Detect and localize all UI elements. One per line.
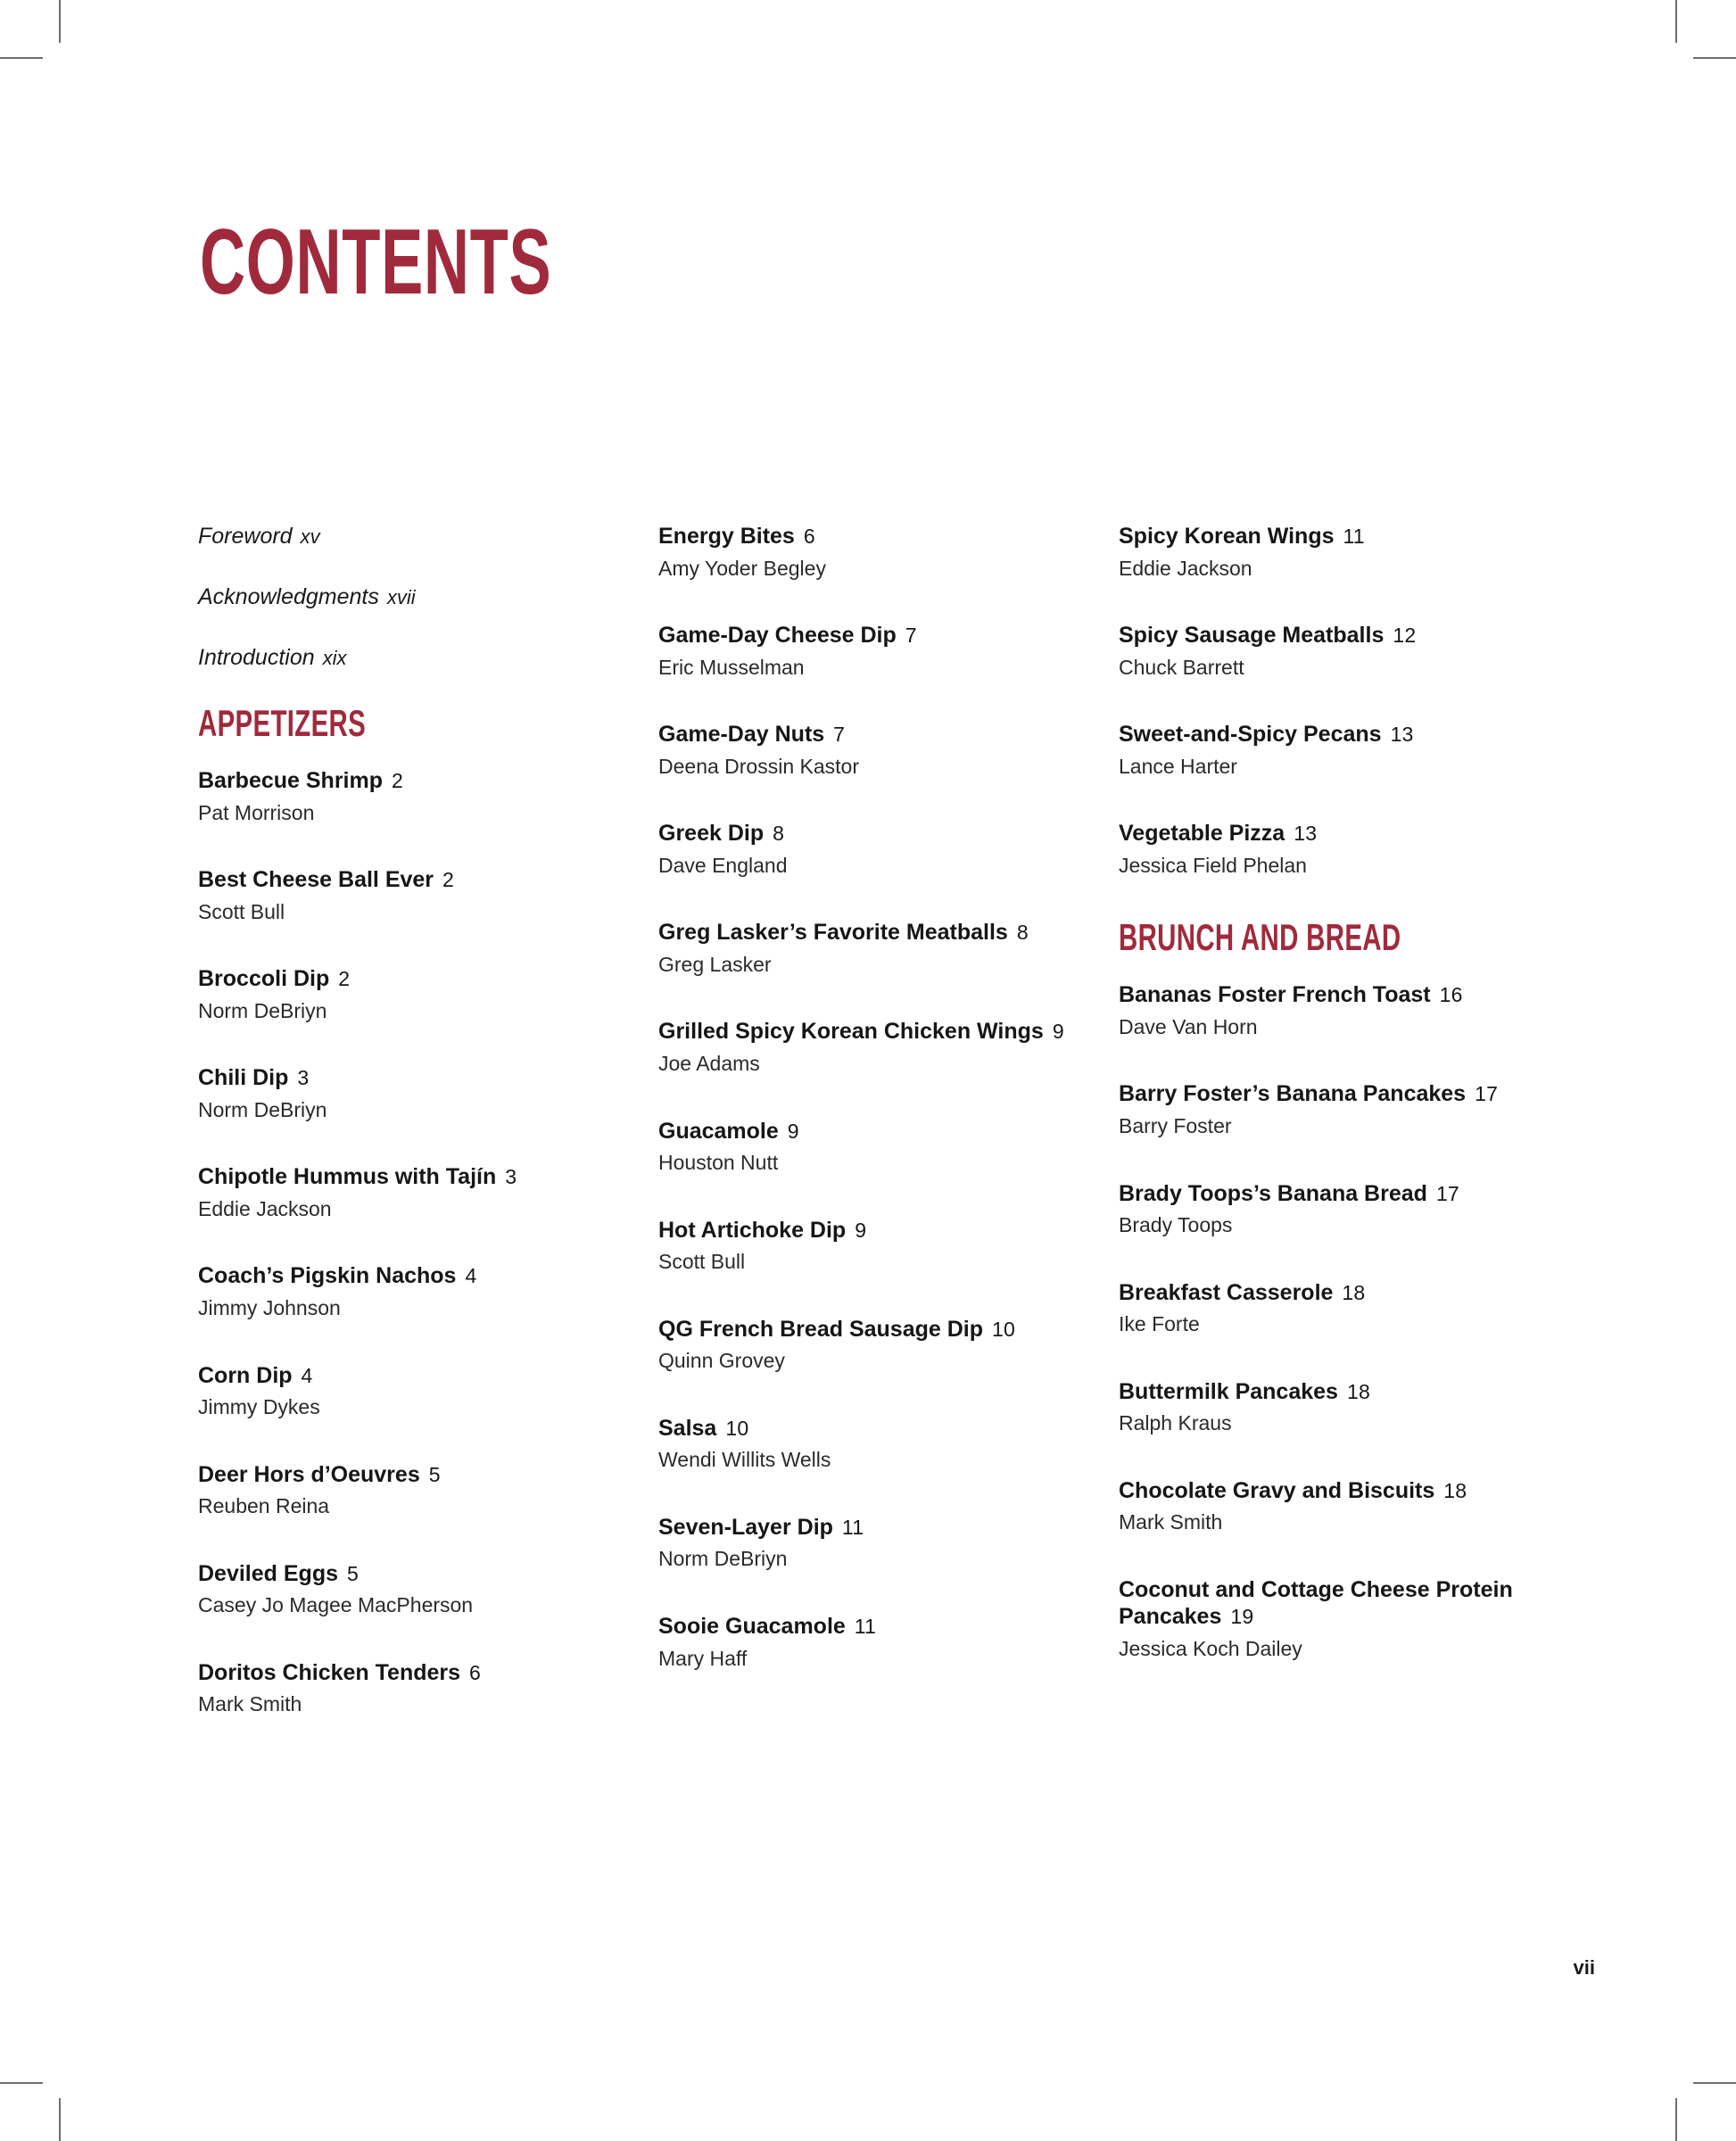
toc-entry-title-text: Sweet-and-Spicy Pecans <box>1119 722 1382 748</box>
toc-entry-author: Casey Jo Magee MacPherson <box>198 1593 474 1617</box>
toc-entry-page-number: 3 <box>505 1165 517 1189</box>
toc-entry[interactable] <box>198 767 616 825</box>
front-matter-item[interactable] <box>198 644 616 671</box>
toc-entry[interactable] <box>1119 622 1536 680</box>
toc-entry-title-text: Chipotle Hummus with Tajín <box>198 1164 497 1190</box>
toc-entry-title <box>1119 721 1536 748</box>
toc-entry-title-text: Sooie Guacamole <box>658 1614 846 1640</box>
toc-entry-title-text: Grilled Spicy Korean Chicken Wings <box>658 1019 1044 1045</box>
toc-entry-title <box>658 1018 1076 1046</box>
toc-entry-title-text: Seven-Layer Dip <box>658 1514 833 1540</box>
contents-column-1 <box>198 523 616 1758</box>
toc-entry-title-text: Best Cheese Ball Ever <box>198 867 434 893</box>
crop-mark-bottom-left-horizontal <box>0 2082 43 2084</box>
toc-entry-title-text: Game-Day Cheese Dip <box>658 623 897 649</box>
toc-entry-title <box>1119 1080 1536 1108</box>
toc-entry-title <box>198 1362 616 1390</box>
toc-entry[interactable] <box>1119 1378 1536 1436</box>
toc-entry-page-number: 8 <box>1016 921 1029 945</box>
toc-entry[interactable] <box>198 1362 616 1420</box>
toc-entry-author: Mark Smith <box>198 1692 302 1716</box>
section-heading: APPETIZERS <box>198 702 367 744</box>
crop-mark-bottom-right-vertical <box>1675 2098 1677 2141</box>
toc-entry-page-number: 4 <box>465 1264 477 1288</box>
toc-entry-page-number: 18 <box>1443 1478 1467 1502</box>
toc-entry-page-number: 10 <box>725 1416 749 1440</box>
toc-entry[interactable] <box>658 820 1076 878</box>
toc-entry[interactable] <box>658 1018 1076 1076</box>
toc-entry-page-number: 2 <box>392 769 404 792</box>
toc-entry-author: Jessica Field Phelan <box>1119 853 1307 877</box>
toc-entry[interactable] <box>198 1461 616 1519</box>
toc-entry-page-number: 11 <box>841 1515 864 1539</box>
toc-entry-author: Ralph Kraus <box>1119 1411 1232 1435</box>
toc-entry-title-text: Spicy Sausage Meatballs <box>1119 623 1385 649</box>
toc-entry[interactable] <box>658 523 1076 581</box>
toc-entry[interactable] <box>1119 721 1536 779</box>
page-number: vii <box>1573 1956 1595 1979</box>
toc-entry[interactable] <box>658 1514 1076 1572</box>
toc-entry-title-text: Corn Dip <box>198 1362 293 1388</box>
toc-entry-page-number: 7 <box>905 624 917 648</box>
toc-entry-title-text: Chocolate Gravy and Biscuits <box>1119 1477 1435 1503</box>
toc-entry[interactable] <box>198 965 616 1023</box>
toc-entry-author: Mark Smith <box>1119 1510 1223 1534</box>
toc-entry-title-text: Buttermilk Pancakes <box>1119 1378 1338 1404</box>
toc-entry-title-text: Spicy Korean Wings <box>1119 524 1335 549</box>
toc-entry-author: Reuben Reina <box>198 1494 330 1518</box>
toc-entry-page-number: 9 <box>787 1119 799 1143</box>
toc-entry-title <box>1119 1576 1536 1631</box>
toc-entry-title <box>198 1560 616 1588</box>
toc-entry-title <box>1119 1180 1536 1208</box>
toc-entry-author: Mary Haff <box>658 1646 748 1670</box>
front-matter-label: Acknowledgments <box>198 584 379 609</box>
column-3-blocks <box>1119 523 1536 1662</box>
toc-entry-title-text: Doritos Chicken Tenders <box>198 1659 461 1685</box>
toc-entry-title-text: Salsa <box>658 1415 717 1441</box>
toc-entry[interactable] <box>658 1613 1076 1671</box>
toc-entry-title <box>198 1064 616 1092</box>
toc-entry-title <box>1119 523 1536 550</box>
crop-mark-bottom-left-vertical <box>59 2098 61 2141</box>
crop-mark-top-right-horizontal <box>1693 57 1736 59</box>
toc-entry-author: Lance Harter <box>1119 754 1237 778</box>
page-title: CONTENTS <box>200 210 552 314</box>
toc-entry-title-text: Deviled Eggs <box>198 1560 338 1586</box>
toc-entry[interactable] <box>198 1064 616 1122</box>
toc-entry-title <box>198 866 616 894</box>
toc-entry-title-text: Vegetable Pizza <box>1119 821 1285 847</box>
toc-entry-title-text: Hot Artichoke Dip <box>658 1217 847 1243</box>
toc-entry-author: Jimmy Dykes <box>198 1395 320 1419</box>
toc-entry-author: Scott Bull <box>658 1250 746 1274</box>
toc-entry-title-text: Brady Toops’s Banana Bread <box>1119 1180 1427 1206</box>
toc-entry-title <box>658 721 1076 748</box>
toc-entry-author: Eddie Jackson <box>198 1196 332 1220</box>
toc-entry-page-number: 7 <box>833 723 846 747</box>
front-matter-label: Foreword <box>198 524 293 549</box>
toc-entry[interactable] <box>198 1659 616 1717</box>
toc-entry-author: Norm DeBriyn <box>198 1097 327 1121</box>
toc-entry-title-text: QG French Bread Sausage Dip <box>658 1316 983 1342</box>
toc-entry-title-text: Broccoli Dip <box>198 966 330 992</box>
toc-entry-title-text: Coconut and Cottage Cheese Protein Pancakes <box>1119 1576 1513 1630</box>
toc-entry-page-number: 4 <box>301 1363 313 1387</box>
toc-entry-author: Dave Van Horn <box>1119 1014 1258 1038</box>
toc-entry[interactable] <box>1119 523 1536 581</box>
toc-entry-page-number: 2 <box>442 868 455 892</box>
toc-entry-title-text: Coach’s Pigskin Nachos <box>198 1263 457 1289</box>
contents-column-3 <box>1119 523 1536 1758</box>
toc-entry[interactable] <box>658 721 1076 779</box>
toc-entry-title-text: Barbecue Shrimp <box>198 768 384 793</box>
crop-mark-top-left-vertical <box>59 0 61 43</box>
toc-entry-author: Scott Bull <box>198 899 285 923</box>
toc-entry-title <box>658 1118 1076 1145</box>
toc-entry-title-text: Bananas Foster French Toast <box>1119 982 1431 1008</box>
toc-entry-page-number: 11 <box>1343 525 1365 548</box>
toc-entry-title <box>658 919 1076 947</box>
toc-entry[interactable] <box>1119 1279 1536 1337</box>
toc-entry[interactable] <box>198 866 616 924</box>
toc-entry-title <box>1119 622 1536 649</box>
toc-entry-author: Amy Yoder Begley <box>658 556 826 580</box>
toc-entry-author: Jessica Koch Dailey <box>1119 1636 1302 1660</box>
toc-entry-page-number: 2 <box>338 967 351 991</box>
toc-entry-page-number: 13 <box>1390 723 1414 747</box>
toc-entry-title <box>658 820 1076 847</box>
toc-entry-title-text: Energy Bites <box>658 524 795 549</box>
toc-entry-page-number: 5 <box>428 1462 441 1486</box>
front-matter-page: xix <box>322 647 347 669</box>
toc-entry-page-number: 6 <box>469 1660 482 1684</box>
toc-entry[interactable] <box>658 1415 1076 1473</box>
toc-entry-page-number: 10 <box>992 1317 1015 1341</box>
toc-entry-title-text: Greek Dip <box>658 821 765 847</box>
front-matter-item[interactable] <box>198 583 616 610</box>
toc-entry[interactable] <box>198 1262 616 1320</box>
toc-entry-title-text: Chili Dip <box>198 1065 289 1091</box>
toc-entry[interactable] <box>1119 1576 1536 1662</box>
toc-entry-author: Ike Forte <box>1119 1312 1200 1336</box>
toc-entry-page-number: 18 <box>1342 1280 1366 1304</box>
toc-entry-title <box>1119 1378 1536 1406</box>
toc-entry-title <box>658 1316 1076 1343</box>
toc-entry[interactable] <box>658 1118 1076 1176</box>
crop-mark-bottom-right-horizontal <box>1693 2082 1736 2084</box>
toc-entry-author: Eric Musselman <box>658 655 805 679</box>
toc-entry[interactable] <box>658 1217 1076 1275</box>
toc-entry-title <box>658 1613 1076 1641</box>
section-heading: BRUNCH AND BREAD <box>1119 916 1401 959</box>
toc-entry-title <box>198 1262 616 1290</box>
toc-entry-page-number: 8 <box>773 822 785 846</box>
toc-entry-title-text: Breakfast Casserole <box>1119 1279 1334 1305</box>
toc-entry-title-text: Greg Lasker’s Favorite Meatballs <box>658 920 1008 946</box>
toc-entry-author: Chuck Barrett <box>1119 655 1244 679</box>
toc-entry-title <box>658 1514 1076 1542</box>
toc-entry-title <box>658 1217 1076 1244</box>
toc-entry-title <box>1119 1279 1536 1307</box>
toc-entry-author: Eddie Jackson <box>1119 556 1252 580</box>
toc-entry-page-number: 17 <box>1475 1082 1499 1106</box>
toc-entry-author: Jimmy Johnson <box>198 1295 341 1319</box>
contents-column-2 <box>658 523 1076 1758</box>
toc-entry[interactable] <box>198 1560 616 1618</box>
crop-mark-top-left-horizontal <box>0 57 43 59</box>
toc-entry-author: Joe Adams <box>658 1051 760 1075</box>
front-matter-label: Introduction <box>198 645 315 670</box>
toc-entry-author: Brady Toops <box>1119 1213 1233 1237</box>
toc-entry-page-number: 12 <box>1393 624 1417 648</box>
toc-entry-page-number: 3 <box>297 1066 310 1090</box>
toc-entry[interactable] <box>1119 981 1536 1039</box>
toc-entry-author: Greg Lasker <box>658 952 772 976</box>
toc-entry[interactable] <box>1119 820 1536 878</box>
toc-entry-page-number: 13 <box>1294 822 1318 846</box>
toc-entry-title <box>198 1461 616 1489</box>
column-2-blocks <box>658 523 1076 1671</box>
toc-entry-page-number: 19 <box>1230 1605 1254 1629</box>
toc-entry-page-number: 16 <box>1439 983 1463 1007</box>
toc-entry-title <box>198 767 616 795</box>
toc-entry-author: Quinn Grovey <box>658 1349 785 1373</box>
toc-entry-page-number: 6 <box>803 525 815 548</box>
toc-entry-title <box>1119 981 1536 1009</box>
toc-entry-author: Dave England <box>658 853 788 877</box>
toc-entry-author: Houston Nutt <box>658 1151 779 1175</box>
toc-entry[interactable] <box>658 1316 1076 1374</box>
toc-entry-title <box>1119 1477 1536 1505</box>
toc-entry-title <box>1119 820 1536 847</box>
front-matter-page: xvii <box>386 586 416 608</box>
toc-entry-title-text: Barry Foster’s Banana Pancakes <box>1119 1081 1467 1107</box>
toc-entry-page-number: 17 <box>1435 1181 1459 1205</box>
toc-entry-page-number: 9 <box>855 1218 867 1242</box>
toc-entry-author: Pat Morrison <box>198 800 315 824</box>
crop-mark-top-right-vertical <box>1675 0 1677 43</box>
toc-entry-title <box>658 622 1076 649</box>
toc-entry[interactable] <box>658 622 1076 680</box>
toc-entry-title-text: Deer Hors d’Oeuvres <box>198 1461 420 1487</box>
front-matter-page: xv <box>300 525 320 548</box>
column-1-blocks <box>198 702 616 1717</box>
toc-entry-title <box>198 965 616 993</box>
toc-entry-title <box>658 1415 1076 1442</box>
front-matter-item[interactable] <box>198 523 616 550</box>
toc-entry-author: Deena Drossin Kastor <box>658 754 859 778</box>
toc-entry-page-number: 5 <box>347 1561 359 1585</box>
toc-entry[interactable] <box>658 919 1076 977</box>
toc-entry-author: Barry Foster <box>1119 1113 1232 1137</box>
front-matter-list <box>198 523 616 671</box>
toc-entry[interactable] <box>1119 1477 1536 1535</box>
toc-entry-page-number: 11 <box>854 1615 877 1639</box>
toc-entry-title <box>658 523 1076 550</box>
toc-entry-title-text: Game-Day Nuts <box>658 722 825 748</box>
toc-entry-page-number: 18 <box>1346 1379 1370 1403</box>
toc-entry-page-number: 9 <box>1052 1020 1064 1044</box>
toc-entry-title-text: Guacamole <box>658 1118 779 1144</box>
toc-entry-author: Norm DeBriyn <box>198 998 327 1022</box>
toc-entry[interactable] <box>198 1163 616 1221</box>
toc-entry[interactable] <box>1119 1180 1536 1238</box>
contents-columns <box>198 523 1590 1758</box>
toc-entry-title <box>198 1659 616 1687</box>
toc-entry[interactable] <box>1119 1080 1536 1138</box>
toc-entry-author: Wendi Willits Wells <box>658 1448 831 1472</box>
toc-entry-title <box>198 1163 616 1191</box>
toc-entry-author: Norm DeBriyn <box>658 1547 788 1571</box>
